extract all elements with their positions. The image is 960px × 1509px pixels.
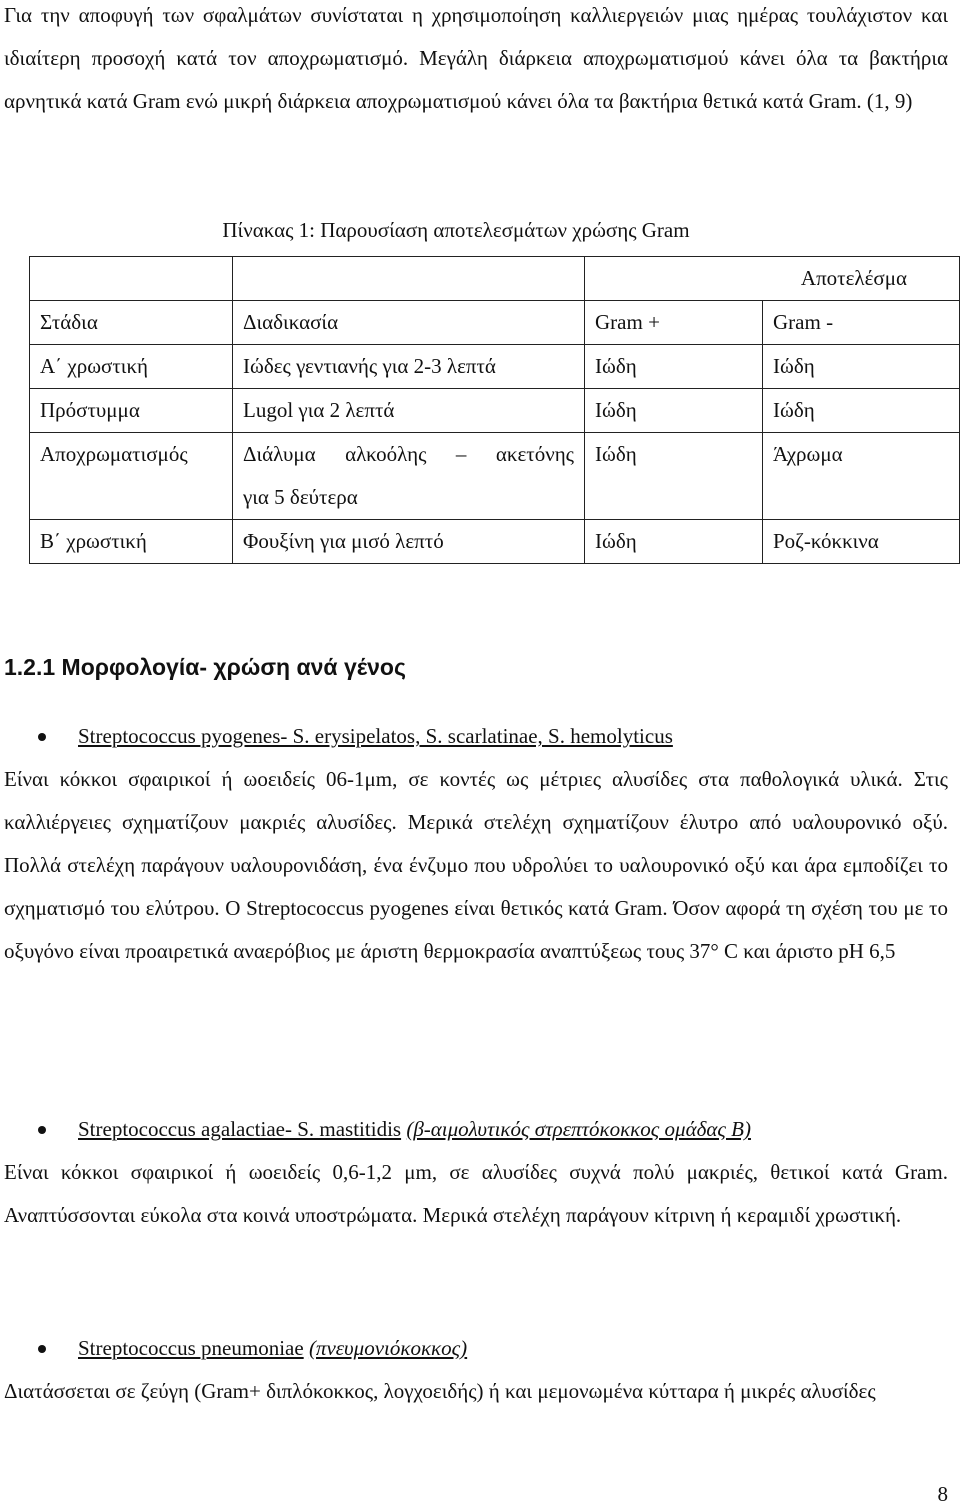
- species-description: Διατάσσεται σε ζεύγη (Gram+ διπλόκοκκος, λογχοειδής) ή και μεμονωμένα κύτταρα ή μικρές αλυσίδες: [4, 1379, 876, 1403]
- procedure-line-2: για 5 δεύτερα: [243, 485, 358, 509]
- species-title-line: [4, 1327, 948, 1370]
- procedure-word: ακετόνης: [495, 442, 574, 466]
- table-row: [30, 257, 960, 301]
- header-procedure: Διαδικασία: [233, 301, 585, 345]
- header-stage: Στάδια: [30, 301, 233, 345]
- table-row: [30, 520, 960, 564]
- table-cell: Lugol για 2 λεπτά: [233, 389, 585, 433]
- table-cell: [30, 257, 233, 301]
- species-title-line: [4, 1108, 948, 1151]
- bullet-icon: [38, 1126, 46, 1134]
- table-caption: Πίνακας 1: Παρουσίαση αποτελεσμάτων χρώσης Gram: [222, 218, 690, 242]
- table-cell: Ιώδες γεντιανής για 2-3 λεπτά: [233, 345, 585, 389]
- species-subtitle: (πνευμονιόκοκκος): [308, 1336, 468, 1360]
- species-title: Streptococcus agalactiae- S. mastitidis: [78, 1117, 402, 1141]
- species-description: Είναι κόκκοι σφαιρικοί ή ωοειδείς 0,6-1,2 μm, σε αλυσίδες συχνά πολύ μακριές, θετικοί κατά Gram. Αναπτύσσονται εύκολα στα κοινά υποστρώματα. Μερικά στελέχη παράγουν κίτρινη ή κεραμιδί χρωστική.: [4, 1160, 948, 1227]
- species-description: Είναι κόκκοι σφαιρικοί ή ωοειδείς 06-1μm, σε κοντές ως μέτριες αλυσίδες στα παθολογικά υλικά. Στις καλλιέργειες σχηματίζουν μακριές αλυσίδες. Μερικά στελέχη σχηματίζουν έλυτρο από υαλουρονικό οξύ. Πολλά στελέχη παράγουν υαλουρονιδάση, ένα ένζυμο που υδρολύει το υαλουρονικό οξύ και άρα εμποδίζει το σχηματισμό του ελύτρου. O Streptococcus pyogenes είναι θετικός κατά Gram. Όσον αφορά τη σχέση του με το οξυγόνο είναι προαιρετικά αναερόβιος με άριστη θερμοκρασία αναπτύξεως τους 37° C και άριστο pH 6,5: [4, 767, 948, 963]
- table-cell: Ιώδη: [585, 520, 763, 564]
- species-block-agalactiae: [4, 1108, 948, 1237]
- table-row: [30, 433, 960, 520]
- table-row: [30, 345, 960, 389]
- header-gram-positive: Gram +: [585, 301, 763, 345]
- table-cell: Ιώδη: [763, 389, 960, 433]
- table-cell: Πρόστυμμα: [30, 389, 233, 433]
- result-header: Αποτελέσμα: [585, 257, 960, 301]
- species-subtitle: (β-αιμολυτικός στρεπτόκοκκος ομάδας Β): [406, 1117, 751, 1141]
- table-cell: Ιώδη: [763, 345, 960, 389]
- page-number: 8: [937, 1482, 948, 1506]
- table-cell: Άχρωμα: [763, 433, 960, 520]
- table-cell: Ιώδη: [585, 345, 763, 389]
- procedure-line-1: [243, 433, 574, 476]
- procedure-word: –: [455, 442, 467, 466]
- header-gram-negative: Gram -: [763, 301, 960, 345]
- species-title-line: [4, 715, 948, 758]
- table-header-row: [30, 301, 960, 345]
- bullet-icon: [38, 733, 46, 741]
- table-cell: Ιώδη: [585, 433, 763, 520]
- procedure-word: αλκοόλης: [345, 442, 427, 466]
- table-cell: Β΄ χρωστική: [30, 520, 233, 564]
- intro-paragraph: Για την αποφυγή των σφαλμάτων συνίσταται η χρησιμοποίηση καλλιεργειών μιας ημέρας τουλάχιστον και ιδιαίτερη προσοχή κατά τον αποχρωματισμό. Μεγάλη διάρκεια αποχρωματισμού κάνει όλα τα βακτήρια αρνητικά κατά Gram ενώ μικρή διάρκεια αποχρωματισμού κάνει όλα τα βακτήρια θετικά κατά Gram. (1, 9): [4, 3, 948, 113]
- species-block-pneumoniae: [4, 1327, 948, 1413]
- species-title: Streptococcus pyogenes- S. erysipelatos, S. scarlatinae, S. hemolyticus: [78, 724, 673, 748]
- table-cell: Ιώδη: [585, 389, 763, 433]
- table-cell: Αποχρωματισμός: [30, 433, 233, 520]
- section-heading: 1.2.1 Μορφολογία- χρώση ανά γένος: [4, 654, 406, 680]
- table-row: [30, 389, 960, 433]
- table-cell: [233, 257, 585, 301]
- table-cell: Φουξίνη για μισό λεπτό: [233, 520, 585, 564]
- species-block-pyogenes: [4, 715, 948, 973]
- table-cell: Α΄ χρωστική: [30, 345, 233, 389]
- bullet-icon: [38, 1345, 46, 1353]
- species-title: Streptococcus pneumoniae: [78, 1336, 304, 1360]
- procedure-word: Διάλυμα: [243, 442, 316, 466]
- table-cell: Ροζ-κόκκινα: [763, 520, 960, 564]
- table-cell-procedure: [233, 433, 585, 520]
- gram-stain-table: [29, 256, 960, 564]
